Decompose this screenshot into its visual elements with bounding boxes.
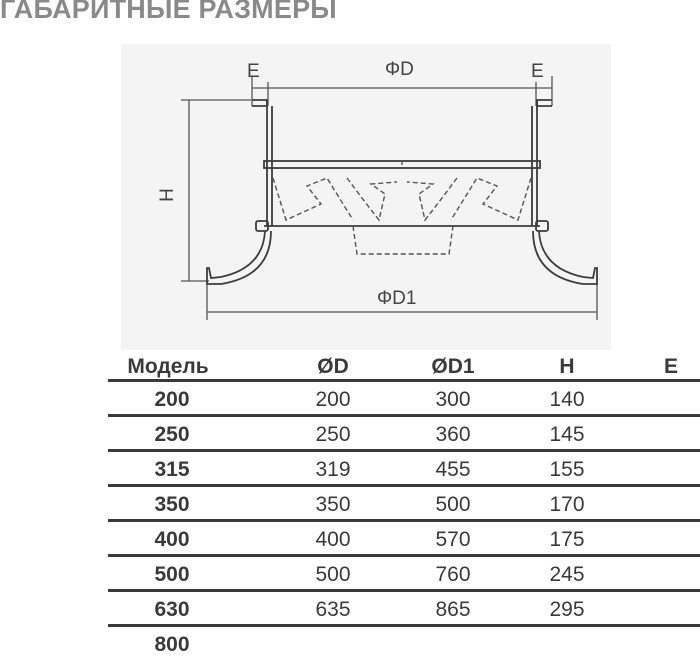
cell-d1: 760 <box>435 563 471 586</box>
cell-model: 500 <box>154 563 190 586</box>
label-e-right: E <box>531 61 544 82</box>
label-h: H <box>156 188 178 202</box>
label-e-left: E <box>247 61 260 82</box>
cell-d: 400 <box>315 528 351 551</box>
header-d: ØD <box>317 355 349 378</box>
cell-d1: 300 <box>435 388 471 411</box>
dimension-drawing <box>121 44 611 350</box>
cell-h: 140 <box>549 388 585 411</box>
top-flange-left <box>252 100 267 106</box>
cell-h: 155 <box>549 458 585 481</box>
header-model: Модель <box>127 355 209 378</box>
table-row <box>108 522 700 557</box>
cell-d: 350 <box>315 493 351 516</box>
cell-model: 200 <box>154 388 190 411</box>
cell-model: 315 <box>154 458 190 481</box>
cell-d: 250 <box>315 423 351 446</box>
header-d1: ØD1 <box>431 355 475 378</box>
header-e: E <box>663 355 679 378</box>
cell-h: 145 <box>549 423 585 446</box>
table-row <box>108 382 700 417</box>
cell-d1: 455 <box>435 458 471 481</box>
table-row <box>108 627 700 662</box>
label-d: ΦD <box>385 59 414 80</box>
cell-model: 250 <box>154 423 190 446</box>
cell-d1: 570 <box>435 528 471 551</box>
outer-cone-left <box>207 231 271 284</box>
outer-cone-right <box>533 231 597 284</box>
cell-d1: 500 <box>435 493 471 516</box>
table-row <box>108 452 700 487</box>
table-row <box>108 487 700 522</box>
cell-d: 200 <box>315 388 351 411</box>
dimensions-table <box>108 352 700 662</box>
table-row <box>108 417 700 452</box>
page-title: ГАБАРИТНЫЕ РАЗМЕРЫ <box>0 0 337 24</box>
diffuser-schematic <box>121 44 611 350</box>
label-d1: ΦD1 <box>377 288 417 309</box>
cell-h: 175 <box>549 528 585 551</box>
table-row <box>108 557 700 592</box>
header-h: H <box>559 355 575 378</box>
cell-h: 295 <box>549 598 585 621</box>
cell-h: 170 <box>549 493 585 516</box>
cell-d1: 360 <box>435 423 471 446</box>
dashed-vanes <box>273 178 531 254</box>
cell-model: 630 <box>154 598 190 621</box>
table-row <box>108 592 700 627</box>
cell-model: 350 <box>154 493 190 516</box>
cell-d: 500 <box>315 563 351 586</box>
cell-model: 800 <box>154 633 190 656</box>
cell-d1: 865 <box>435 598 471 621</box>
cell-model: 400 <box>154 528 190 551</box>
cell-h: 245 <box>549 563 585 586</box>
top-flange-right <box>537 100 552 106</box>
cell-d: 635 <box>315 598 351 621</box>
cell-d: 319 <box>315 458 351 481</box>
table-header <box>108 352 700 382</box>
